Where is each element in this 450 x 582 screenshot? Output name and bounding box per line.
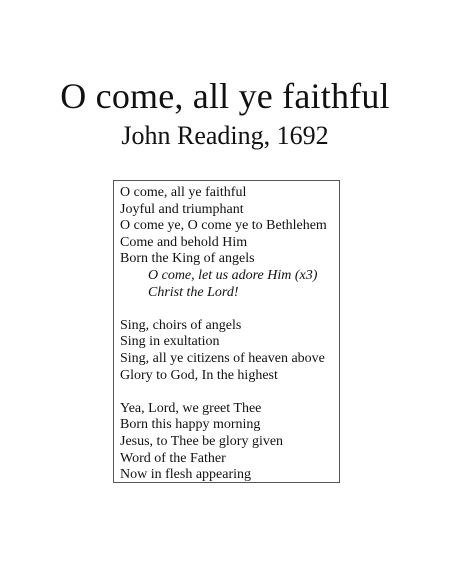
author-line: John Reading, 1692 bbox=[121, 121, 329, 150]
lyric-line: Sing, all ye citizens of heaven above bbox=[120, 350, 325, 366]
lyric-line: Sing in exultation bbox=[120, 334, 220, 350]
stanza-3 bbox=[120, 401, 339, 484]
lyric-line: Come and behold Him bbox=[120, 234, 248, 250]
lyric-line: Now in flesh appearing bbox=[120, 467, 252, 483]
stanza-spacer bbox=[120, 301, 339, 318]
lyric-line: O come, all ye faithful bbox=[120, 185, 247, 200]
lyric-line: O come ye, O come ye to Bethlehem bbox=[120, 218, 327, 234]
refrain-line: O come, let us adore Him (x3) bbox=[148, 267, 318, 283]
lyric-line: Born this happy morning bbox=[120, 417, 261, 433]
lyric-line: Jesus, to Thee be glory given bbox=[120, 433, 284, 449]
lyrics-box bbox=[113, 180, 340, 483]
stanza-spacer bbox=[120, 384, 339, 401]
lyric-line: Yea, Lord, we greet Thee bbox=[120, 400, 262, 416]
stanza-1 bbox=[120, 185, 339, 268]
refrain-line: Christ the Lord! bbox=[148, 284, 239, 300]
lyric-line: Born the King of angels bbox=[120, 251, 255, 267]
lyric-line: Word of the Father bbox=[120, 450, 226, 466]
lyric-line: Sing, choirs of angels bbox=[120, 317, 242, 333]
page-title: O come, all ye faithful bbox=[60, 76, 390, 116]
refrain bbox=[120, 268, 339, 301]
stanza-2 bbox=[120, 318, 339, 384]
lyric-line: Joyful and triumphant bbox=[120, 201, 244, 217]
lyric-line: Glory to God, In the highest bbox=[120, 367, 278, 383]
